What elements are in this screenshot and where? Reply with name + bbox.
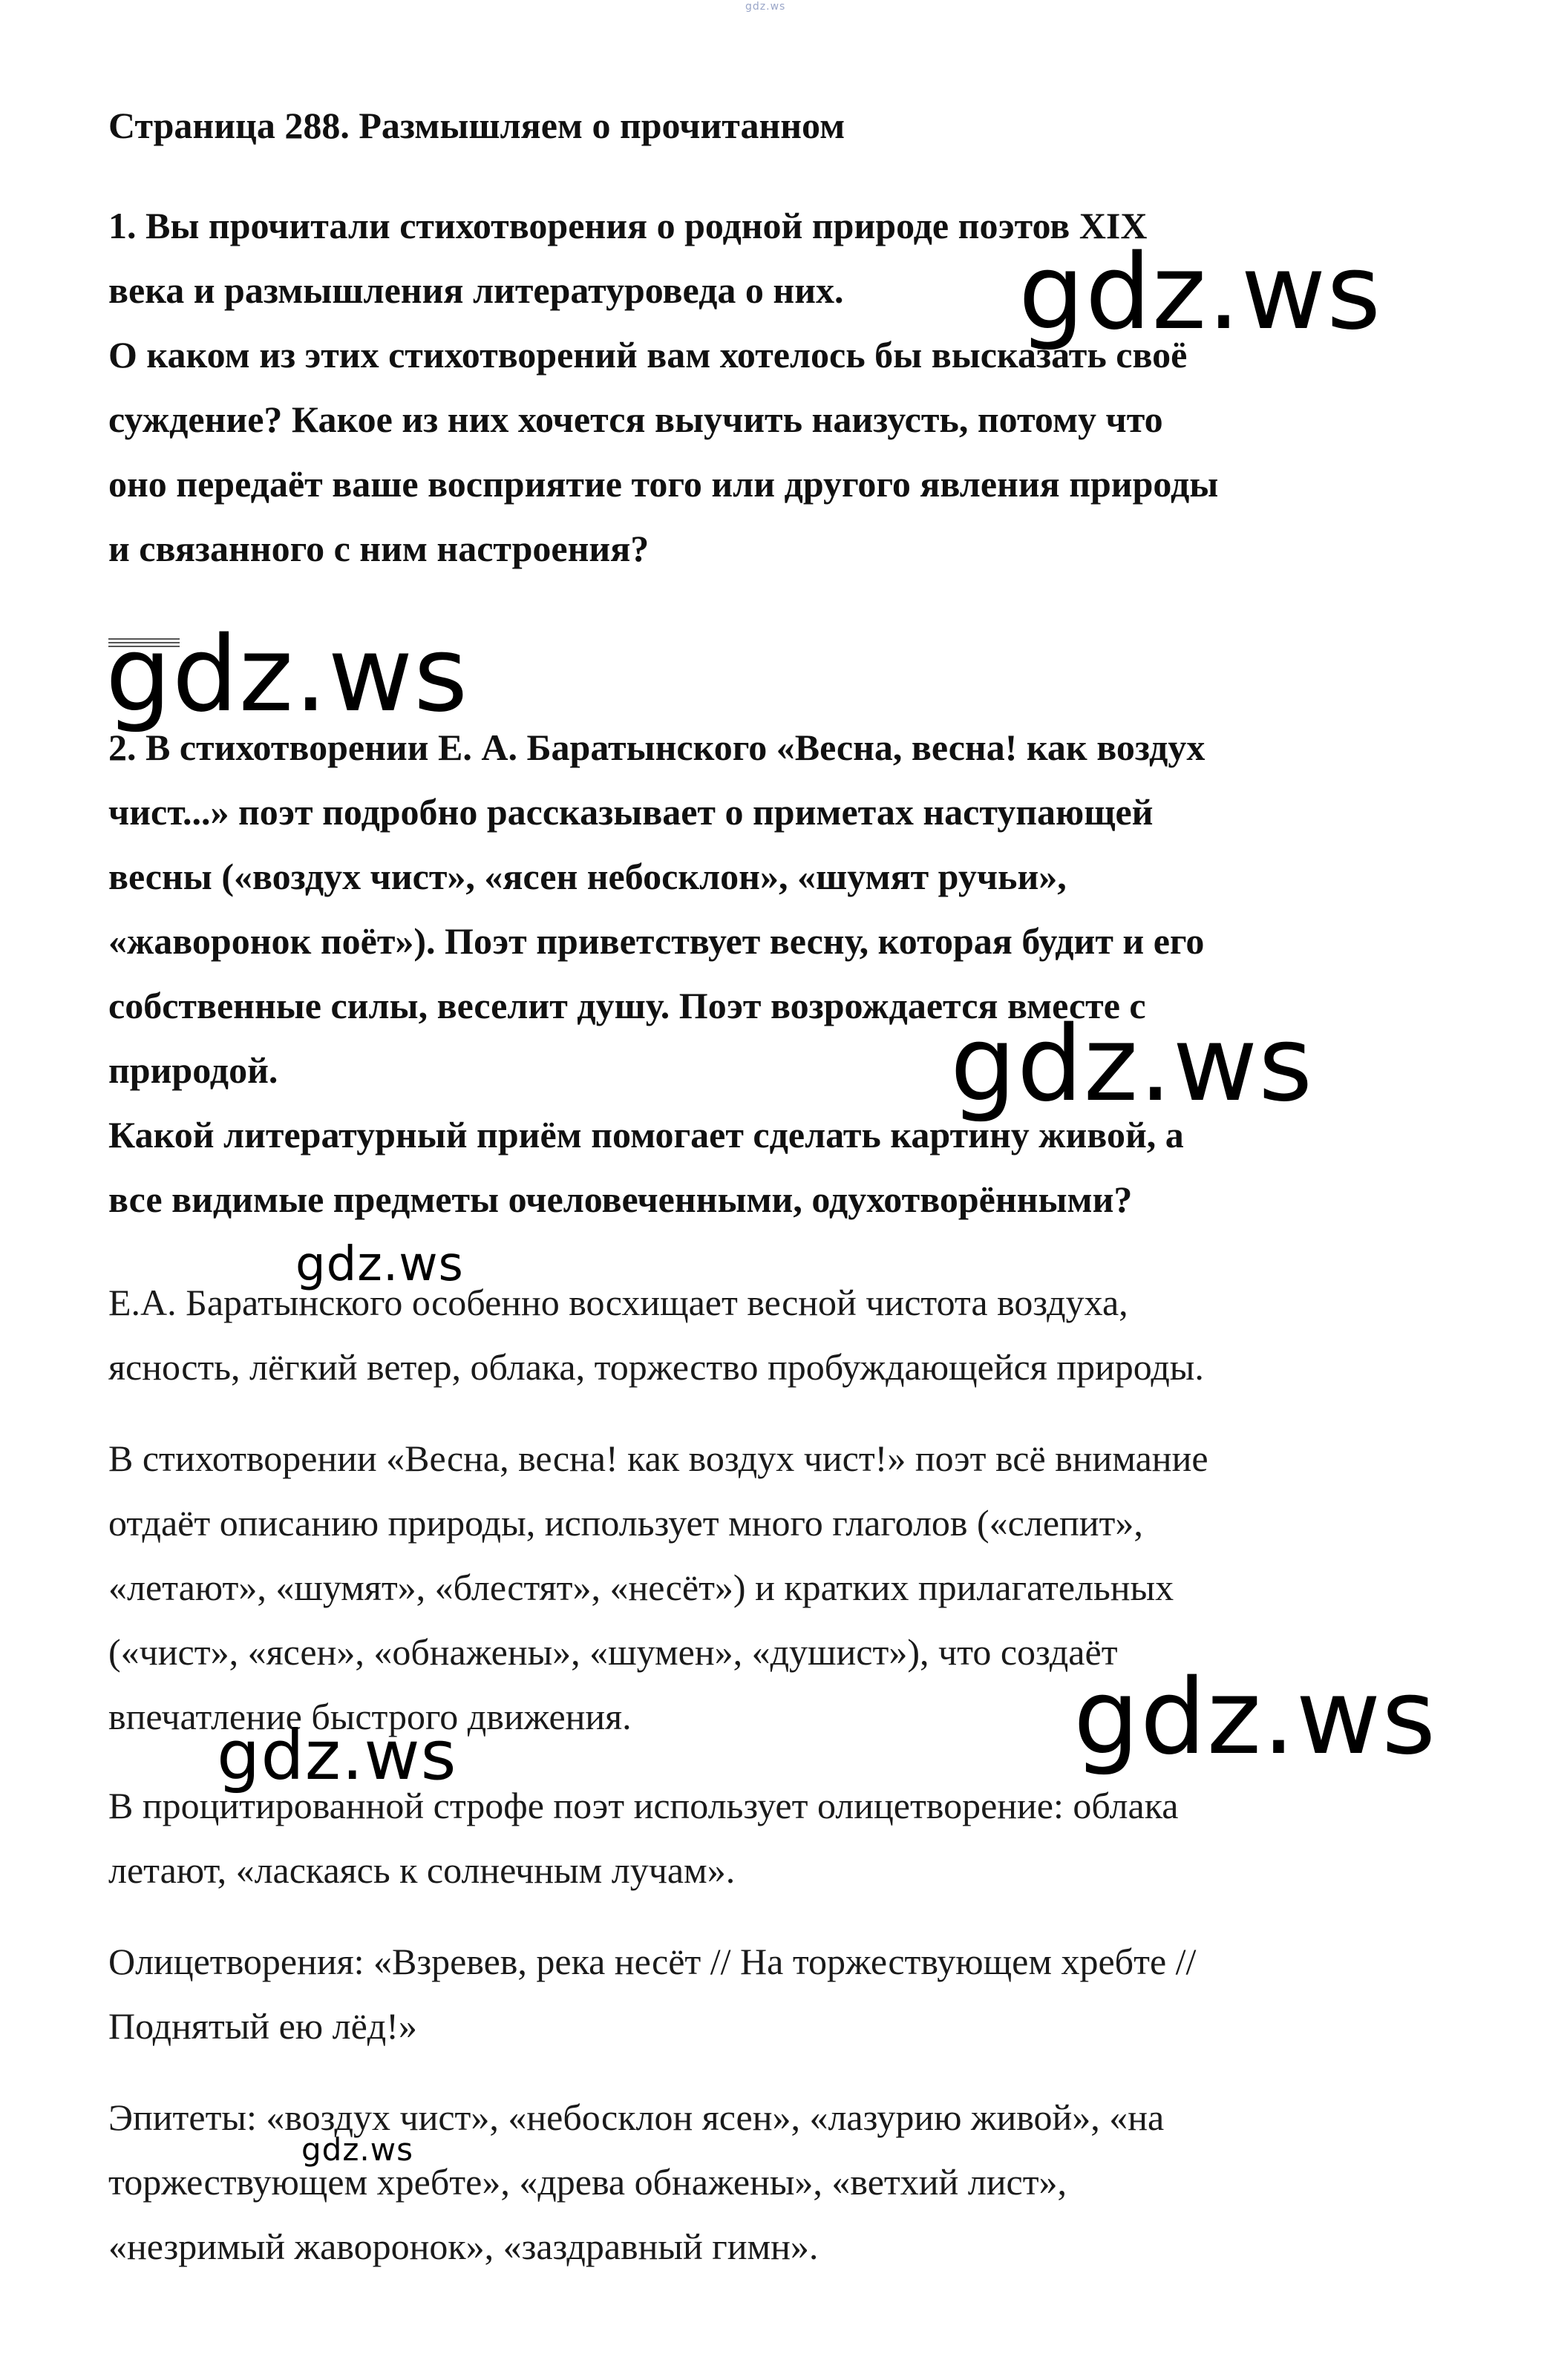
top-watermark: gdz.ws (745, 1, 786, 13)
page-title: Страница 288. Размышляем о прочитанном (108, 105, 845, 146)
answer-line: «незримый жаворонок», «заздравный гимн». (108, 2226, 819, 2267)
answer-line: летают, «ласкаясь к солнечным лучам». (108, 1849, 736, 1891)
watermark: gdz.ws (105, 614, 469, 735)
watermark: gdz.ws (950, 1004, 1314, 1125)
watermark: gdz.ws (217, 1716, 457, 1795)
question-line: 2. В стихотворении Е. А. Баратынского «Весна, весна! как воздух (108, 727, 1206, 768)
answer-line: отдаёт описанию природы, использует много глаголов («слепит», (108, 1502, 1143, 1544)
question-line: чист...» поэт подробно рассказывает о приметах наступающей (108, 791, 1154, 833)
watermark: gdz.ws (1018, 232, 1382, 353)
answer-line: ясность, лёгкий ветер, облака, торжество пробуждающейся природы. (108, 1346, 1204, 1388)
question-line: весны («воздух чист», «ясен небосклон», «шумят ручьи», (108, 856, 1067, 897)
question-line: «жаворонок поёт»). Поэт приветствует весну, которая будит и его (108, 920, 1205, 962)
question-line: О каком из этих стихотворений вам хотелось бы высказать своё (108, 334, 1188, 376)
answer-line: Эпитеты: «воздух чист», «небосклон ясен», «лазурию живой», «на (108, 2097, 1165, 2138)
question-line: и связанного с ним настроения? (108, 528, 650, 569)
question-line: все видимые предметы очеловеченными, одухотворёнными? (108, 1178, 1133, 1220)
question-2 (108, 715, 1445, 1232)
question-line: собственные силы, веселит душу. Поэт возрождается вместе с (108, 985, 1146, 1026)
answer-line: В стихотворении «Весна, весна! как воздух чист!» поэт всё внимание (108, 1437, 1208, 1479)
answer-line: В процитированной строфе поэт использует олицетворение: облака (108, 1785, 1179, 1826)
answer-paragraph-4 (108, 1930, 1445, 2059)
answer-line: «летают», «шумят», «блестят», «несёт») и кратких прилагательных (108, 1567, 1174, 1608)
answer-paragraph-5 (108, 2085, 1445, 2279)
watermark: gdz.ws (1073, 1657, 1437, 1778)
watermark: gdz.ws (301, 2131, 413, 2168)
question-line: Какой литературный приём помогает сделать картину живой, а (108, 1114, 1184, 1155)
answer-line: Е.А. Баратынского особенно восхищает весной чистота воздуха, (108, 1282, 1128, 1323)
answer-line: торжествующем хребте», «древа обнажены», «ветхий лист», (108, 2161, 1067, 2203)
watermark: gdz.ws (295, 1237, 464, 1292)
question-line: 1. Вы прочитали стихотворения о родной природе поэтов XIX (108, 205, 1148, 246)
answer-line: впечатление быстрого движения. (108, 1696, 632, 1737)
answer-line: Поднятый ею лёд!» (108, 2005, 417, 2047)
question-line: суждение? Какое из них хочется выучить наизусть, потому что (108, 399, 1163, 440)
question-line: оно передаёт ваше восприятие того или другого явления природы (108, 463, 1219, 505)
answer-line: («чист», «ясен», «обнажены», «шумен», «душист»), что создаёт (108, 1631, 1118, 1673)
question-line: века и размышления литературоведа о них. (108, 269, 844, 311)
answer-line: Олицетворения: «Взревев, река несёт // На торжествующем хребте // (108, 1941, 1197, 1982)
question-line: природой. (108, 1049, 278, 1091)
